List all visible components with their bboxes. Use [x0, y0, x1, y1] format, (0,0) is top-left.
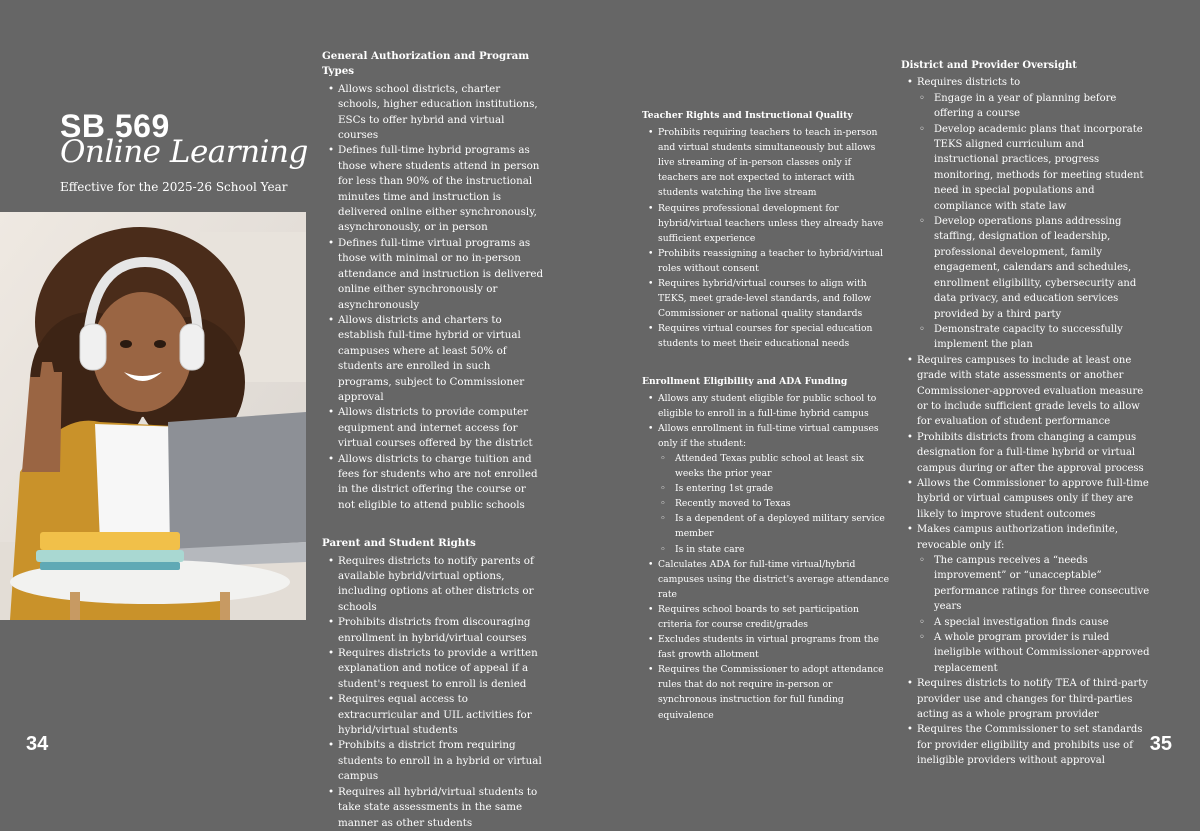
enrollment-list [642, 391, 892, 723]
section-heading-parent: Parent and Student Rights [322, 537, 476, 550]
list-item: • Prohibits requiring teachers to teach in-person and virtual students simultaneously but allows live streaming of in-person classes only if teachers are not expected to interact with students watching the live stream [642, 125, 892, 200]
list-item-text: Makes campus authorization indefinite, revocable only if: [917, 524, 1119, 551]
list-item-text: Allows enrollment in full-time virtual campuses only if the student: [658, 422, 879, 449]
column-left [322, 49, 544, 831]
oversight-sublist-1 [901, 91, 1151, 353]
student-photo [0, 212, 306, 620]
sub-item: ◦ The campus receives a “needs improvement” or “unacceptable” performance ratings for three consecutive years [901, 553, 1151, 615]
general-list [322, 82, 544, 513]
list-item: • Calculates ADA for full-time virtual/hybrid campuses using the district's average attendance rate [642, 557, 892, 602]
list-item: • Allows school districts, charter schools, higher education institutions, ESCs to offer hybrid and virtual courses [322, 82, 544, 144]
sub-item: ◦ A whole program provider is ruled ineligible without Commissioner-approved replacement [901, 630, 1151, 676]
sub-item: ◦ Demonstrate capacity to successfully implement the plan [901, 322, 1151, 353]
sub-item: ◦ Is in state care [642, 542, 892, 557]
list-item: • Requires school boards to set participation criteria for course credit/grades [642, 602, 892, 632]
sub-item: ◦ Is entering 1st grade [642, 481, 892, 496]
sub-item: ◦ Develop academic plans that incorporate TEKS aligned curriculum and instructional practices, progress monitoring, methods for meeting student need in special populations and compliance with state law [901, 122, 1151, 214]
list-item: • Allows districts to charge tuition and fees for students who are not enrolled in the district offering the course or not eligible to attend public schools [322, 452, 544, 514]
oversight-list [901, 75, 1151, 768]
list-item [901, 522, 1151, 676]
page-number-left: 34 [26, 733, 49, 755]
list-item: • Requires virtual courses for special education students to meet their educational needs [642, 321, 892, 351]
list-item: • Allows any student eligible for public school to eligible to enroll in a full-time hybrid campus [642, 391, 892, 421]
section-heading-oversight: District and Provider Oversight [901, 60, 1077, 71]
list-item: • Requires hybrid/virtual courses to align with TEKS, meet grade-level standards, and follow Commissioner or national quality standards [642, 276, 892, 321]
title-block [60, 110, 310, 194]
list-item: • Allows the Commissioner to approve full-time hybrid or virtual campuses only if they are likely to improve student outcomes [901, 476, 1151, 522]
list-item: • Requires all hybrid/virtual students to take state assessments in the same manner as other students [322, 785, 544, 831]
column-middle [642, 108, 892, 723]
teacher-list [642, 125, 892, 351]
list-item: • Requires the Commissioner to set standards for provider eligibility and prohibits use of ineligible providers without approval [901, 722, 1151, 768]
list-item: • Requires districts to provide a written explanation and notice of appeal if a student's request to enroll is denied [322, 646, 544, 692]
sub-item: ◦ Recently moved to Texas [642, 496, 892, 511]
list-item: • Requires equal access to extracurricular and UIL activities for hybrid/virtual students [322, 692, 544, 738]
list-item: • Prohibits districts from changing a campus designation for a full-time hybrid or virtual campus during or after the approval process [901, 430, 1151, 476]
list-item: • Requires districts to notify TEA of third-party provider use and changes for third-parties acting as a whole program provider [901, 676, 1151, 722]
page-number-right: 35 [1149, 733, 1172, 755]
enrollment-sublist [642, 451, 892, 557]
sub-item: ◦ Develop operations plans addressing staffing, designation of leadership, professional development, family engagement, calendars and schedules, enrollment eligibility, cybersecurity and data privacy, and education services provided by a third party [901, 214, 1151, 322]
list-item: • Defines full-time hybrid programs as those where students attend in person for less than 90% of the instructional minutes time and instruction is delivered online either synchronously, asynchronously, or in person [322, 143, 544, 235]
list-item: • Defines full-time virtual programs as those with minimal or no in-person attendance and instruction is delivered online either synchronously or asynchronously [322, 236, 544, 313]
bill-number: SB 569 [60, 108, 170, 144]
page-subtitle: Effective for the 2025-26 School Year [60, 180, 288, 194]
oversight-sublist-2 [901, 553, 1151, 676]
list-item [901, 75, 1151, 352]
list-item: • Allows districts to provide computer equipment and internet access for virtual courses offered by the district [322, 405, 544, 451]
parent-list [322, 554, 544, 831]
sub-item: ◦ A special investigation finds cause [901, 615, 1151, 630]
list-item: • Allows districts and charters to establish full-time hybrid or virtual campuses where at least 50% of students are enrolled in such programs, subject to Commissioner approval [322, 313, 544, 405]
page-title: Online Learning [60, 134, 308, 170]
sub-item: ◦ Engage in a year of planning before offering a course [901, 91, 1151, 122]
list-item-text: Requires districts to [917, 77, 1021, 89]
section-heading-teacher: Teacher Rights and Instructional Quality [642, 110, 853, 121]
column-right [901, 58, 1151, 769]
list-item: • Prohibits a district from requiring students to enroll in a hybrid or virtual campus [322, 738, 544, 784]
list-item: • Excludes students in virtual programs from the fast growth allotment [642, 632, 892, 662]
section-heading-enrollment: Enrollment Eligibility and ADA Funding [642, 375, 848, 387]
list-item: • Requires campuses to include at least one grade with state assessments or another Commissioner-approved evaluation measure or to include sufficient grade levels to allow for evaluation of student performance [901, 353, 1151, 430]
sub-item: ◦ Attended Texas public school at least six weeks the prior year [642, 451, 892, 481]
sub-item: ◦ Is a dependent of a deployed military service member [642, 511, 892, 541]
section-heading-general: General Authorization and Program Types [322, 50, 530, 78]
list-item: • Requires districts to notify parents of available hybrid/virtual options, including options at other districts or schools [322, 554, 544, 616]
list-item: • Requires the Commissioner to adopt attendance rules that do not require in-person or synchronous instruction for full funding equivalence [642, 662, 892, 722]
list-item: • Requires professional development for hybrid/virtual teachers unless they already have sufficient experience [642, 201, 892, 246]
list-item [642, 421, 892, 557]
list-item: • Prohibits reassigning a teacher to hybrid/virtual roles without consent [642, 246, 892, 276]
list-item: • Prohibits districts from discouraging enrollment in hybrid/virtual courses [322, 615, 544, 646]
